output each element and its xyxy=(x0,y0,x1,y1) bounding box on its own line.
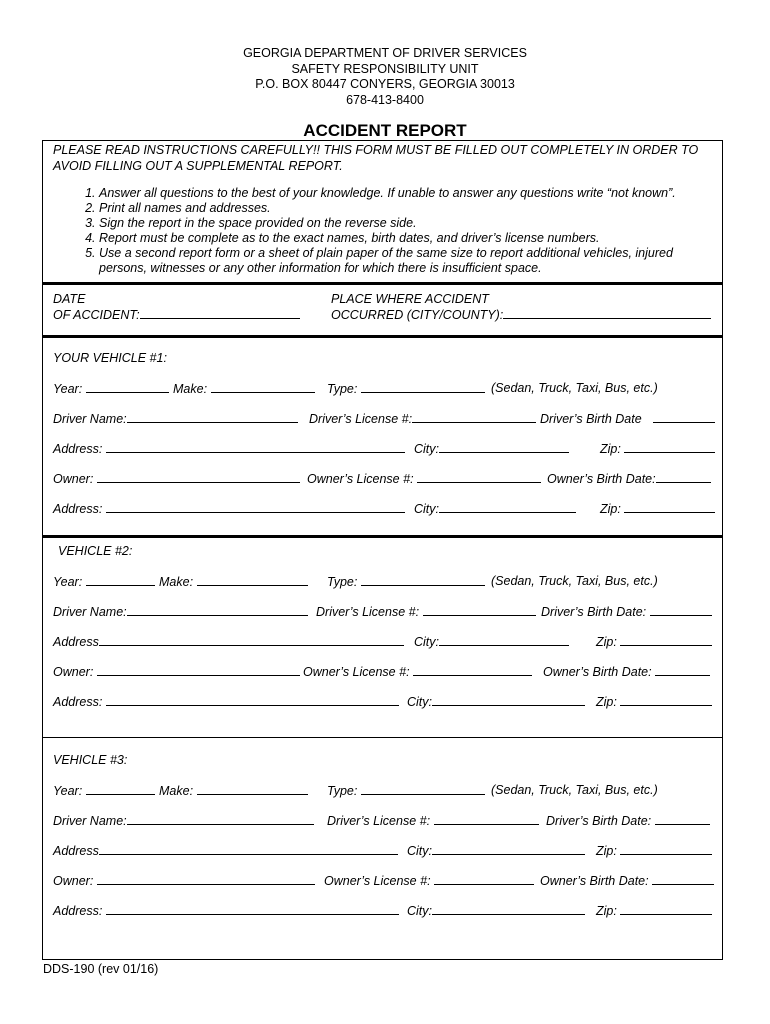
drivers-birth-label: Driver’s Birth Date: xyxy=(546,814,652,828)
vehicle-2-make-field[interactable] xyxy=(197,574,308,586)
owner-label: Owner: xyxy=(53,472,94,486)
vehicle-3-owner-address-field[interactable] xyxy=(106,903,399,915)
vehicle-2-owners-license-field[interactable] xyxy=(413,664,532,676)
year-label: Year: xyxy=(53,382,83,396)
vehicle-1-driver-zip-field[interactable] xyxy=(624,441,715,453)
vehicle-2-driver-address-field[interactable] xyxy=(99,634,404,646)
instruction-item: 5. Use a second report form or a sheet of plain paper of the same size to report additional vehicles, injured persons, witnesses or any other information for which there is insufficient space. xyxy=(99,246,709,276)
vehicle-1-owner-address-field[interactable] xyxy=(106,501,405,513)
drivers-license-label: Driver’s License #: xyxy=(327,814,431,828)
date-of-accident-field[interactable] xyxy=(140,307,300,319)
agency-phone: 678-413-8400 xyxy=(346,92,424,107)
address-label: Address: xyxy=(53,695,103,709)
drivers-birth-label: Driver’s Birth Date xyxy=(540,412,642,426)
type-label: Type: xyxy=(327,382,358,396)
zip-label: Zip: xyxy=(600,442,621,456)
zip-label: Zip: xyxy=(600,502,621,516)
zip-label: Zip: xyxy=(596,904,617,918)
form-number: DDS-190 (rev 01/16) xyxy=(43,962,159,976)
instructions-intro-line2: AVOID FILLING OUT A SUPPLEMENTAL REPORT. xyxy=(53,158,343,173)
vehicle-2-year-field[interactable] xyxy=(86,574,155,586)
section-divider xyxy=(43,335,722,338)
vehicle-1-owner-zip-field[interactable] xyxy=(624,501,715,513)
zip-label: Zip: xyxy=(596,635,617,649)
vehicle-3-make-field[interactable] xyxy=(197,783,308,795)
section-divider xyxy=(43,282,722,285)
vehicle-2-owner-city-field[interactable] xyxy=(432,694,585,706)
make-label: Make: xyxy=(159,575,194,589)
vehicle-1-make-field[interactable] xyxy=(211,381,315,393)
vehicle-3-driver-city-field[interactable] xyxy=(432,843,585,855)
agency-address: P.O. BOX 80447 CONYERS, GEORGIA 30013 xyxy=(255,77,515,91)
date-label-line2: OF ACCIDENT: xyxy=(53,308,140,322)
vehicle-2-heading: VEHICLE #2: xyxy=(58,544,133,558)
city-label: City: xyxy=(414,635,439,649)
instruction-item: 3. Sign the report in the space provided on the reverse side. xyxy=(99,216,709,231)
address-label: Address: xyxy=(53,442,103,456)
type-hint: (Sedan, Truck, Taxi, Bus, etc.) xyxy=(491,381,658,395)
instruction-item: 1. Answer all questions to the best of your knowledge. If unable to answer any questions write “not known”. xyxy=(99,186,709,201)
date-of-accident-label xyxy=(53,292,300,323)
vehicle-2-driver-city-field[interactable] xyxy=(439,634,569,646)
vehicle-2-drivers-license-field[interactable] xyxy=(423,604,536,616)
instruction-item: 4. Report must be complete as to the exact names, birth dates, and driver’s license numbers. xyxy=(99,231,709,246)
owners-license-label: Owner’s License #: xyxy=(303,665,410,679)
drivers-license-label: Driver’s License #: xyxy=(316,605,420,619)
vehicle-1-type-field[interactable] xyxy=(361,381,485,393)
section-divider xyxy=(43,535,722,538)
vehicle-2-owner-field[interactable] xyxy=(97,664,300,676)
section-divider xyxy=(43,737,722,738)
vehicle-3-driver-address-field[interactable] xyxy=(99,843,398,855)
vehicle-1-driver-city-field[interactable] xyxy=(439,441,569,453)
address-label: Address xyxy=(53,635,99,649)
instructions-intro xyxy=(53,143,698,174)
owners-birth-label: Owner’s Birth Date: xyxy=(540,874,649,888)
vehicle-3-year-field[interactable] xyxy=(86,783,155,795)
type-hint: (Sedan, Truck, Taxi, Bus, etc.) xyxy=(491,574,658,588)
address-label: Address xyxy=(53,844,99,858)
vehicle-3-drivers-license-field[interactable] xyxy=(434,813,539,825)
year-label: Year: xyxy=(53,575,83,589)
vehicle-2-owner-zip-field[interactable] xyxy=(620,694,712,706)
make-label: Make: xyxy=(159,784,194,798)
vehicle-3-driver-name-field[interactable] xyxy=(127,813,314,825)
city-label: City: xyxy=(414,442,439,456)
address-label: Address: xyxy=(53,502,103,516)
vehicle-3-owner-field[interactable] xyxy=(97,873,315,885)
driver-name-label: Driver Name: xyxy=(53,605,127,619)
city-label: City: xyxy=(414,502,439,516)
vehicle-1-drivers-birth-field[interactable] xyxy=(653,411,715,423)
vehicle-1-drivers-license-field[interactable] xyxy=(412,411,536,423)
type-label: Type: xyxy=(327,784,358,798)
agency-header xyxy=(0,46,770,108)
year-label: Year: xyxy=(53,784,83,798)
vehicle-3-owner-city-field[interactable] xyxy=(432,903,585,915)
type-label: Type: xyxy=(327,575,358,589)
city-label: City: xyxy=(407,844,432,858)
owners-license-label: Owner’s License #: xyxy=(324,874,431,888)
vehicle-2-type-field[interactable] xyxy=(361,574,485,586)
vehicle-3-drivers-birth-field[interactable] xyxy=(655,813,710,825)
zip-label: Zip: xyxy=(596,695,617,709)
vehicle-2-drivers-birth-field[interactable] xyxy=(650,604,712,616)
agency-name: GEORGIA DEPARTMENT OF DRIVER SERVICES xyxy=(243,46,527,60)
vehicle-3-driver-zip-field[interactable] xyxy=(620,843,712,855)
place-label-line2: OCCURRED (CITY/COUNTY): xyxy=(331,308,504,322)
form-title: ACCIDENT REPORT xyxy=(303,121,467,140)
instructions-list xyxy=(53,186,709,276)
owners-birth-label: Owner’s Birth Date: xyxy=(547,472,656,486)
vehicle-2-owner-address-field[interactable] xyxy=(106,694,399,706)
vehicle-2-driver-zip-field[interactable] xyxy=(620,634,712,646)
instruction-item: 2. Print all names and addresses. xyxy=(99,201,709,216)
place-of-accident-label xyxy=(331,292,711,323)
vehicle-3-heading: VEHICLE #3: xyxy=(53,753,128,767)
vehicle-3-owners-birth-field[interactable] xyxy=(652,873,714,885)
place-label-line1: PLACE WHERE ACCIDENT xyxy=(331,292,489,306)
owner-label: Owner: xyxy=(53,665,94,679)
vehicle-1-driver-name-field[interactable] xyxy=(127,411,298,423)
owners-license-label: Owner’s License #: xyxy=(307,472,414,486)
owners-birth-label: Owner’s Birth Date: xyxy=(543,665,652,679)
vehicle-1-owners-birth-field[interactable] xyxy=(656,471,711,483)
vehicle-2-driver-name-field[interactable] xyxy=(127,604,308,616)
vehicle-1-owner-field[interactable] xyxy=(97,471,300,483)
instructions-intro-line1: PLEASE READ INSTRUCTIONS CAREFULLY!! THIS FORM MUST BE FILLED OUT COMPLETELY IN ORDER TO xyxy=(53,143,699,157)
unit-name: SAFETY RESPONSIBILITY UNIT xyxy=(291,61,479,76)
owner-label: Owner: xyxy=(53,874,94,888)
vehicle-3-type-field[interactable] xyxy=(361,783,485,795)
zip-label: Zip: xyxy=(596,844,617,858)
place-of-accident-field[interactable] xyxy=(503,307,711,319)
vehicle-3-owner-zip-field[interactable] xyxy=(620,903,712,915)
vehicle-3-owners-license-field[interactable] xyxy=(434,873,534,885)
city-label: City: xyxy=(407,695,432,709)
type-hint: (Sedan, Truck, Taxi, Bus, etc.) xyxy=(491,783,658,797)
vehicle-2-owners-birth-field[interactable] xyxy=(655,664,710,676)
city-label: City: xyxy=(407,904,432,918)
make-label: Make: xyxy=(173,382,208,396)
date-label-line1: DATE xyxy=(53,292,86,306)
driver-name-label: Driver Name: xyxy=(53,412,127,426)
drivers-birth-label: Driver’s Birth Date: xyxy=(541,605,647,619)
vehicle-1-owner-city-field[interactable] xyxy=(439,501,576,513)
address-label: Address: xyxy=(53,904,103,918)
vehicle-1-heading: YOUR VEHICLE #1: xyxy=(53,351,167,365)
form-box xyxy=(42,140,723,960)
vehicle-1-owners-license-field[interactable] xyxy=(417,471,541,483)
vehicle-1-driver-address-field[interactable] xyxy=(106,441,405,453)
drivers-license-label: Driver’s License #: xyxy=(309,412,413,426)
vehicle-1-year-field[interactable] xyxy=(86,381,169,393)
driver-name-label: Driver Name: xyxy=(53,814,127,828)
